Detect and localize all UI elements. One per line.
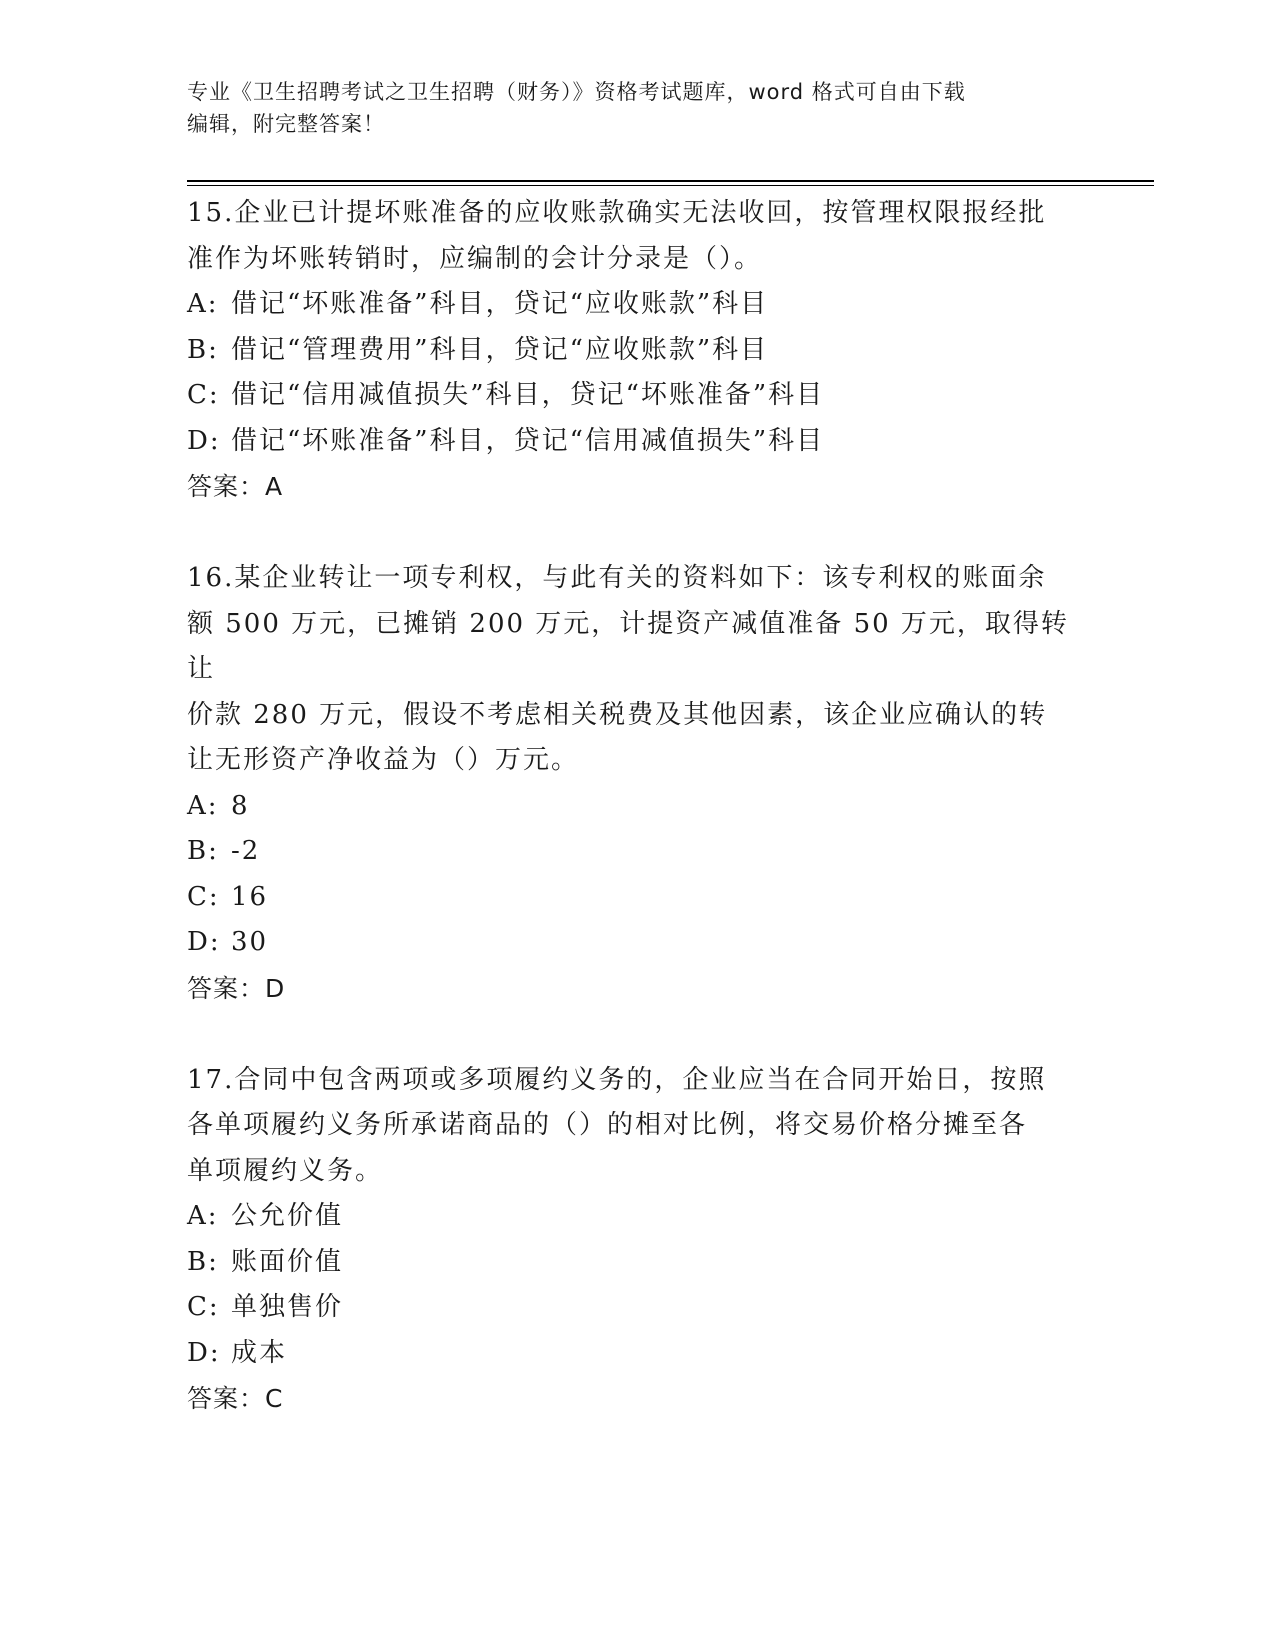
- option-key: B:: [187, 334, 219, 365]
- question-stem-line: 16.某企业转让一项专利权，与此有关的资料如下：该专利权的账面余: [187, 563, 1047, 593]
- option-key: D:: [187, 425, 221, 456]
- option-text: 借记“管理费用”科目，贷记“应收账款”科目: [231, 334, 769, 365]
- option-a: [187, 282, 1087, 328]
- option-key: A:: [187, 790, 219, 821]
- option-b: [187, 1240, 1087, 1286]
- option-key: A:: [187, 1201, 219, 1231]
- option-text: 账面价值: [231, 1246, 344, 1277]
- option-c: [187, 875, 1087, 921]
- question-stem-line: 15.企业已计提坏账准备的应收账款确实无法收回，按管理权限报经批: [187, 198, 1047, 228]
- option-text: 8: [231, 790, 250, 821]
- option-text: 借记“坏账准备”科目，贷记“信用减值损失”科目: [231, 425, 825, 456]
- option-text: 成本: [231, 1337, 288, 1368]
- option-d: [187, 1331, 1087, 1377]
- option-text: 借记“坏账准备”科目，贷记“应收账款”科目: [231, 289, 769, 319]
- option-key: D:: [187, 927, 221, 957]
- option-d: [187, 419, 1087, 465]
- answer-text: 答案：D: [187, 973, 286, 1003]
- option-c: [187, 373, 1087, 419]
- answer-text: 答案：C: [187, 1384, 284, 1413]
- answer-text: 答案：A: [187, 472, 284, 501]
- option-key: C:: [187, 380, 220, 410]
- option-b: [187, 829, 1087, 875]
- option-text: 30: [231, 927, 269, 957]
- option-text: 单独售价: [231, 1292, 344, 1322]
- document-header: [187, 76, 1067, 140]
- header-divider-thin: [187, 185, 1154, 186]
- header-divider-thick: [187, 180, 1154, 182]
- question-17: [187, 1058, 1087, 1423]
- option-b: [187, 328, 1087, 374]
- question-15: [187, 191, 1087, 510]
- option-key: B:: [187, 836, 219, 866]
- option-d: [187, 920, 1087, 966]
- question-stem-line: 额 500 万元，已摊销 200 万元，计提资产减值准备 50 万元，取得转让: [187, 608, 1069, 684]
- option-key: A:: [187, 289, 219, 319]
- header-line-1: 专业《卫生招聘考试之卫生招聘（财务）》资格考试题库，word 格式可自由下载: [187, 80, 966, 104]
- option-key: B:: [187, 1246, 219, 1277]
- question-stem-line: 准作为坏账转销时，应编制的会计分录是（）。: [187, 243, 763, 274]
- option-text: 16: [231, 881, 269, 912]
- question-stem-line: 17.合同中包含两项或多项履约义务的，企业应当在合同开始日，按照: [187, 1064, 1047, 1095]
- question-stem-line: 单项履约义务。: [187, 1155, 384, 1186]
- option-text: 公允价值: [231, 1201, 344, 1231]
- option-a: [187, 784, 1087, 830]
- question-16: [187, 556, 1087, 1012]
- option-text: 借记“信用减值损失”科目，贷记“坏账准备”科目: [231, 380, 825, 410]
- question-stem-line: 各单项履约义务所承诺商品的（）的相对比例，将交易价格分摊至各: [187, 1110, 1028, 1140]
- option-a: [187, 1194, 1087, 1240]
- option-c: [187, 1285, 1087, 1331]
- question-stem-line: 让无形资产净收益为（）万元。: [187, 745, 580, 775]
- option-key: C:: [187, 881, 220, 912]
- question-stem-line: 价款 280 万元，假设不考虑相关税费及其他因素，该企业应确认的转: [187, 699, 1048, 730]
- option-text: -2: [231, 836, 261, 866]
- option-key: D:: [187, 1337, 221, 1368]
- header-line-2: 编辑，附完整答案！: [187, 112, 385, 136]
- question-list: [187, 191, 1087, 1468]
- option-key: C:: [187, 1292, 220, 1322]
